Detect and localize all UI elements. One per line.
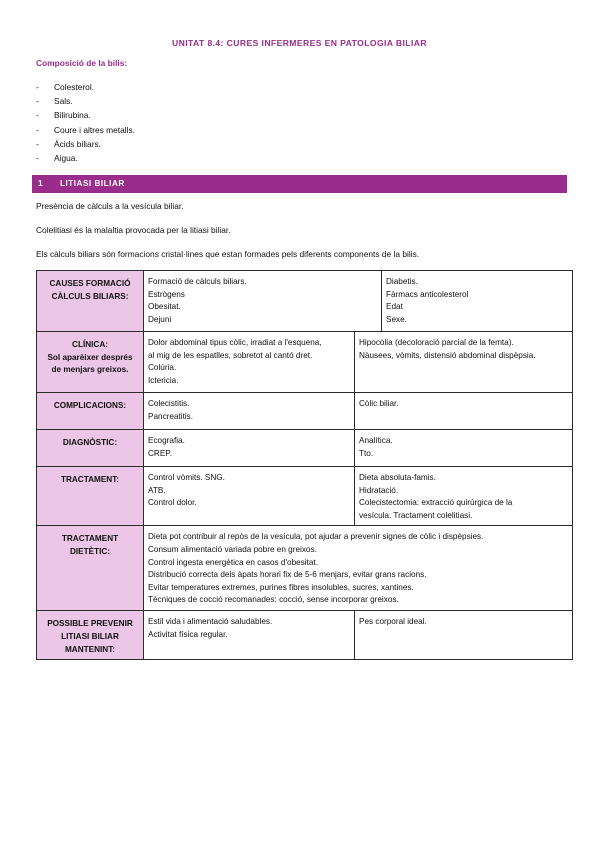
section-header [32, 175, 567, 193]
table-row [37, 393, 573, 430]
table-row [37, 526, 573, 611]
list-item: - Aigua. [36, 152, 78, 163]
prevenir-left-cell: Estil vida i alimentació saludables. Activitat física regular. [144, 611, 355, 660]
document-title: UNITAT 8.4: CURES INFERMERES EN PATOLOGIA BILIAR [172, 38, 427, 48]
row-label-dietetic: TRACTAMENT DIETÈTIC: [37, 526, 144, 611]
causes-left-cell: Formació de càlculs biliars. Estrògens Obesitat. Dejuni [144, 271, 382, 332]
clinica-left-cell: Dolor abdominal tipus còlic, irradiat a l'esquena, al mig de les espatlles, sobretot al cantó dret. Colúria. Ictericia. [144, 332, 355, 393]
complicacions-right-cell: Còlic biliar. [355, 393, 573, 430]
clinica-right-cell: Hipocòlia (decoloració parcial de la femta). Nàusees, vòmits, distensió abdominal dispèpsia. [355, 332, 573, 393]
list-item-text: Colesterol. [54, 82, 95, 92]
tractament-left-cell: Control vòmits. SNG. ATB. Control dolor. [144, 467, 355, 526]
prevenir-right-cell: Pes corporal ideal. [355, 611, 573, 660]
diagnostic-left-cell: Ecografia. CREP. [144, 430, 355, 467]
row-label-causes: CAUSES FORMACIÓ CÀLCULS BILIARS: [37, 271, 144, 332]
list-item: - Sals. [36, 96, 73, 107]
list-item: - Àcids biliars. [36, 138, 102, 149]
tractament-right-cell: Dieta absoluta-famis. Hidratació. Colecistectomia: extracció quirúrgica de la vesícula. Tractament colelitiasi. [355, 467, 573, 526]
litiasi-table [36, 270, 573, 660]
row-label-clinica: CLÍNICA: Sol aparèixer després de menjars greixos. [37, 332, 144, 393]
table-row [37, 271, 573, 332]
dietetic-content-cell: Dieta pot contribuir al repòs de la vesícula, pot ajudar a prevenir signes de còlic i dispèpsies. Consum alimentació variada pobre en greixos. Control ingesta energètica en casos d'obesitat. Distribució correcta dels àpats horari fix de 5-6 menjars, evitar grans racions. Evitar temperatures extremes, purines fibres insolubles, sucres, xantines. Tècniques de cocció recomanades: cocció, sense incorporar greixos. [144, 526, 573, 611]
section-title: LITIASI BILIAR [60, 179, 125, 188]
row-label-tractament: TRACTAMENT: [37, 467, 144, 526]
paragraph: Colelitiasi és la malaltia provocada per la litiasi biliar. [36, 225, 231, 235]
table-row [37, 332, 573, 393]
section-number: 1 [38, 179, 44, 188]
list-item-text: Aigua. [54, 152, 78, 163]
list-item-text: Àcids biliars. [54, 138, 102, 149]
list-item: - Bilirubina. [36, 110, 91, 121]
table-row [37, 467, 573, 526]
list-item-text: Bilirubina. [54, 110, 91, 121]
list-item-text: Coure i altres metalls. [54, 124, 135, 135]
complicacions-left-cell: Colecistitis. Pancreatitis. [144, 393, 355, 430]
row-label-complicacions: COMPLICACIONS: [37, 393, 144, 430]
list-item: - Colesterol. [36, 82, 95, 92]
list-item-text: Sals. [54, 96, 73, 107]
causes-right-cell: Diabetis. Fàrmacs anticolesterol Edat Sexe. [382, 271, 573, 332]
list-item: - Coure i altres metalls. [36, 124, 135, 135]
table-row [37, 611, 573, 660]
diagnostic-right-cell: Analítica. Tto. [355, 430, 573, 467]
composicio-heading: Composició de la bilis: [36, 58, 128, 68]
paragraph: Presència de càlculs a la vesícula biliar. [36, 201, 184, 211]
paragraph: Els càlculs biliars són formacions cristal·lines que estan formades pels diferents components de la bilis. [36, 249, 420, 259]
row-label-diagnostic: DIAGNÒSTIC: [37, 430, 144, 467]
table-row [37, 430, 573, 467]
components-list [36, 80, 135, 165]
row-label-prevenir: POSSIBLE PREVENIR LITIASI BILIAR MANTENINT: [37, 611, 144, 660]
